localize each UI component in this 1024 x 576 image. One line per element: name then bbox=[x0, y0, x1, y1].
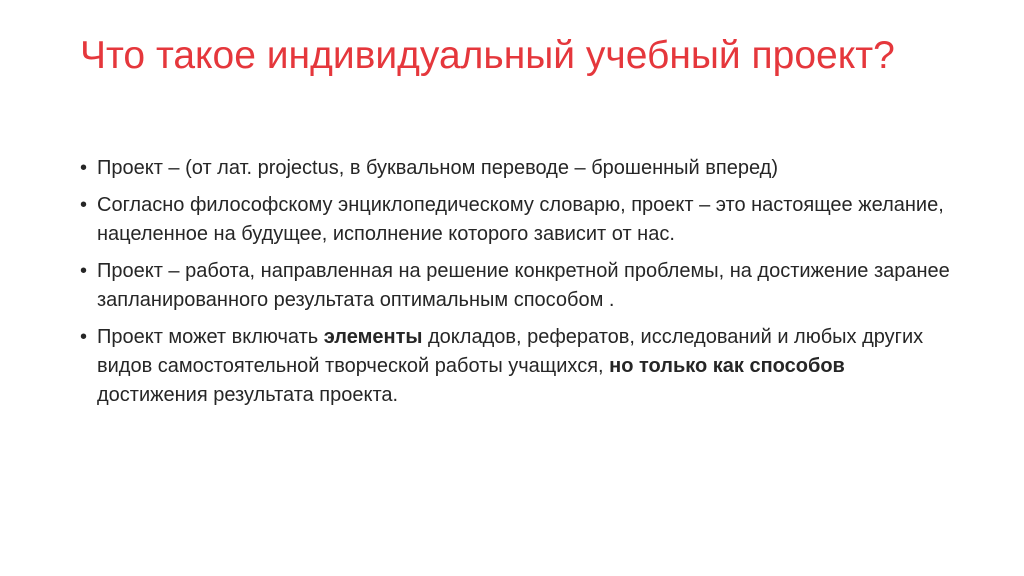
bullet-icon: • bbox=[80, 260, 88, 282]
bullet-icon: • bbox=[80, 326, 88, 348]
bullet-text-part: достижения результата проекта. bbox=[97, 384, 399, 406]
bullet-text-part: Проект может включать bbox=[97, 326, 324, 348]
bullet-text: Проект – работа, направленная на решение конкретной проблемы, на достижение заранее запланированного результата оптимальным способом . bbox=[97, 260, 950, 311]
bullet-text: Согласно философскому энциклопедическому словарю, проект – это настоящее желание, нацеленное на будущее, исполнение которого зависит от нас. bbox=[97, 194, 944, 245]
bullet-text: Проект – (от лат. projectus, в буквальном переводе – брошенный вперед) bbox=[97, 157, 778, 179]
bullet-text-part: докладов, рефератов, исследований и любых других видов самостоятельной творческой работы учащихся, bbox=[97, 326, 924, 377]
bold-text-methods: но только как способов bbox=[609, 355, 845, 377]
bullet-icon: • bbox=[80, 194, 88, 216]
bullet-item-project-origin bbox=[80, 154, 960, 183]
bullet-item-philosophy-definition bbox=[80, 191, 960, 249]
bullet-item-project-elements bbox=[80, 323, 960, 410]
bullet-item-work-definition bbox=[80, 257, 960, 315]
bullet-list bbox=[80, 154, 960, 418]
bullet-icon: • bbox=[80, 157, 88, 179]
slide-title: Что такое индивидуальный учебный проект? bbox=[80, 34, 895, 77]
bold-text-elements: элементы bbox=[323, 326, 423, 348]
